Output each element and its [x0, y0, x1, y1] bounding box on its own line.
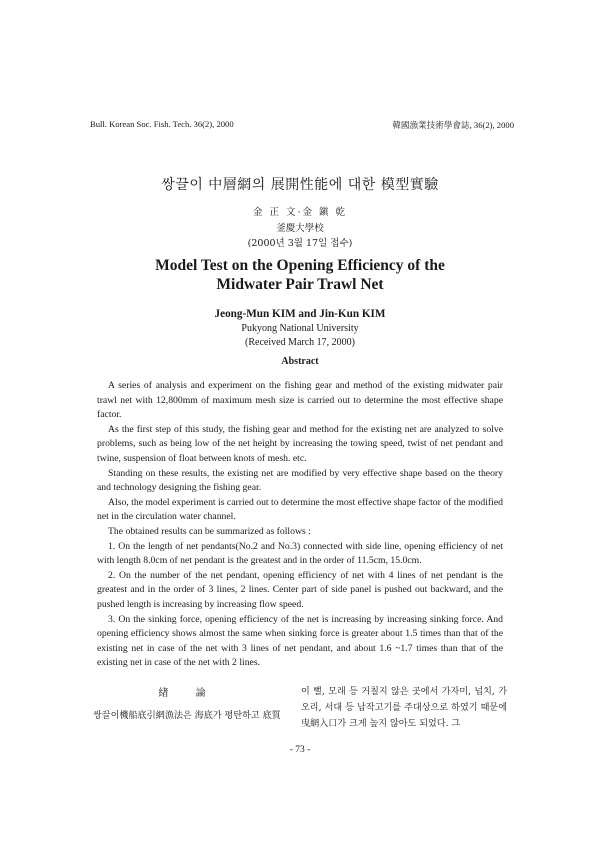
- abstract-paragraph: Standing on these results, the existing net are modified by very effective shape based on the theory and technology designing the fishing gear.: [97, 467, 503, 494]
- body-right-column: [301, 684, 507, 732]
- abstract-paragraph: As the first step of this study, the fishing gear and method for the existing net are analyzed to solve problems, such as being low of the net height by increasing the towing speed, twist of net pendant and twine, suspension of float between knots of mesh. etc.: [97, 423, 503, 464]
- body-left-column: [93, 684, 283, 723]
- abstract-heading: Abstract: [281, 356, 319, 367]
- korean-authors: 金 正 文·金 鎭 乾: [252, 207, 348, 218]
- abstract-paragraph: A series of analysis and experiment on the fishing gear and method of the existing midwater pair trawl net with 12,800mm of maximum mesh size is carried out to determine the most effective shape factor.: [97, 380, 503, 421]
- english-received-date: (Received March 17, 2000): [245, 337, 355, 348]
- body-text-right: 이 뻘, 모래 등 거칠지 않은 곳에서 가자미, 넙치, 가오리, 서대 등 납작고기를 주대상으로 하였기 때문에 曳網入口가 크게 높지 않아도 되었다. 그: [301, 687, 507, 729]
- journal-header-right: 韓國漁業技術學會誌, 36(2), 2000: [392, 120, 514, 130]
- body-text-left: 쌍끌이機船底引網漁法은 海底가 평탄하고 底質: [93, 711, 281, 721]
- abstract-paragraph: 3. On the sinking force, opening efficiency of the net is increasing by increasing sinking force. And opening efficiency shows almost the same when sinking force is greater about 1.5 times than that of the existing net in case of the net with 3 lines of net pendant, and about 1.6 ~1.7 times than that of the existing net in case of the net with 2 lines.: [97, 613, 503, 669]
- journal-header-left: Bull. Korean Soc. Fish. Tech. 36(2), 2000: [90, 119, 234, 129]
- english-title-line2: Midwater Pair Trawl Net: [216, 276, 384, 293]
- english-title-line1: Model Test on the Opening Efficiency of the: [155, 257, 445, 274]
- english-authors: Jeong-Mun KIM and Jin-Kun KIM: [214, 308, 386, 320]
- section-heading-introduction: 緖 論: [158, 688, 218, 699]
- korean-title: 쌍끌이 中層網의 展開性能에 대한 模型實驗: [161, 177, 439, 193]
- page-number: - 73 -: [289, 745, 311, 755]
- abstract-paragraph: The obtained results can be summarized as follows :: [108, 525, 311, 537]
- korean-received-date: (2000년 3월 17일 접수): [247, 238, 353, 249]
- korean-institution: 釜慶大學校: [276, 223, 324, 234]
- abstract-body: [97, 379, 503, 671]
- english-title: [0, 256, 600, 294]
- english-institution: Pukyong National University: [241, 323, 359, 334]
- abstract-paragraph: 1. On the length of net pendants(No.2 and No.3) connected with side line, opening efficiency of net with length 8.0cm of net pendant is the greatest and in the order of 11.5cm, 15.0cm.: [97, 540, 503, 567]
- abstract-paragraph: Also, the model experiment is carried out to determine the most effective shape factor of the modified net in the circulation water channel.: [97, 496, 503, 523]
- abstract-paragraph: 2. On the number of the net pendant, opening efficiency of net with 4 lines of net pendant is the greatest and in the order of 3 lines, 2 lines. Center part of side panel is pushed out backward, and the pushed length is increasing by increasing flow speed.: [97, 569, 503, 610]
